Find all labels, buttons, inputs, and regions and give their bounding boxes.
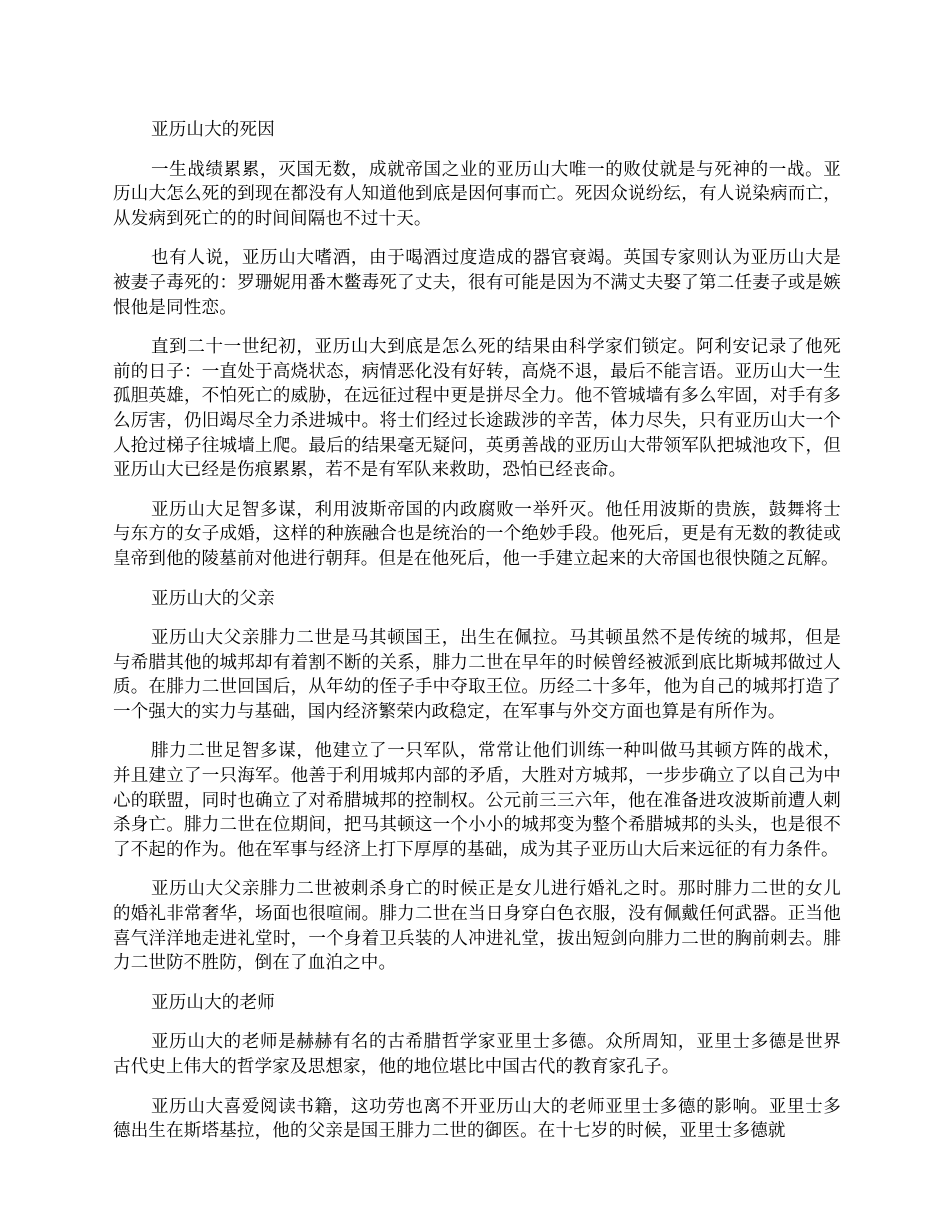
paragraph: 亚历山大足智多谋，利用波斯帝国的内政腐败一举歼灭。他任用波斯的贵族，鼓舞将士与东方的女子成婚，这样的种族融合也是统治的一个绝妙手段。他死后，更是有无数的教徒或皇帝到他的陵墓前对他进行朝拜。但是在他死后，他一手建立起来的大帝国也很快随之瓦解。 — [113, 499, 841, 569]
paragraph: 一生战绩累累，灭国无数，成就帝国之业的亚历山大唯一的败仗就是与死神的一战。亚历山大怎么死的到现在都没有人知道他到底是因何事而亡。死因众说纷纭，有人说染病而亡，从发病到死亡的的时间间隔也不过十天。 — [113, 159, 841, 229]
paragraph: 亚历山大父亲腓力二世是马其顿国王，出生在佩拉。马其顿虽然不是传统的城邦，但是与希腊其他的城邦却有着割不断的关系，腓力二世在早年的时候曾经被派到底比斯城邦做过人质。在腓力二世回国后，从年幼的侄子手中夺取王位。历经二十多年，他为自己的城邦打造了一个强大的实力与基础，国内经济繁荣内政稳定，在军事与外交方面也算是有所作为。 — [113, 628, 841, 722]
paragraph: 也有人说，亚历山大嗜酒，由于喝酒过度造成的器官衰竭。英国专家则认为亚历山大是被妻子毒死的：罗珊妮用番木鳖毒死了丈夫，很有可能是因为不满丈夫娶了第二任妻子或是嫉恨他是同性恋。 — [113, 248, 841, 318]
section-heading-father: 亚历山大的父亲 — [151, 588, 275, 609]
section-heading-death: 亚历山大的死因 — [151, 120, 275, 140]
document-body — [113, 118, 841, 1159]
paragraph: 腓力二世足智多谋，他建立了一只军队，常常让他们训练一种叫做马其顿方阵的战术，并且建立了一只海军。他善于利用城邦内部的矛盾，大胜对方城邦，一步步确立了以自己为中心的联盟，同时也确立了对希腊城邦的控制权。公元前三三六年，他在准备进攻波斯前遭人刺杀身亡。腓力二世在位期间，把马其顿这一个小小的城邦变为整个希腊城邦的头头，也是很不了不起的作为。他在军事与经济上打下厚厚的基础，成为其子亚历山大后来远征的有力条件。 — [113, 741, 841, 860]
section-heading-teacher: 亚历山大的老师 — [151, 992, 275, 1013]
paragraph: 亚历山大的老师是赫赫有名的古希腊哲学家亚里士多德。众所周知，亚里士多德是世界古代史上伟大的哲学家及思想家，他的地位堪比中国古代的教育家孔子。 — [113, 1032, 841, 1077]
paragraph: 亚历山大喜爱阅读书籍，这功劳也离不开亚历山大的老师亚里士多德的影响。亚里士多德出生在斯塔基拉，他的父亲是国王腓力二世的御医。在十七岁的时候，亚里士多德就 — [113, 1096, 841, 1142]
paragraph: 直到二十一世纪初，亚历山大到底是怎么死的结果由科学家们锁定。阿利安记录了他死前的日子：一直处于高烧状态，病情恶化没有好转，高烧不退，最后不能言语。亚历山大一生孤胆英雄，不怕死亡的威胁，在远征过程中更是拼尽全力。他不管城墙有多么牢固，对手有多么厉害，仍旧竭尽全力杀进城中。将士们经过长途跋涉的辛苦，体力尽失，只有亚历山大一个人抢过梯子往城墙上爬。最后的结果毫无疑问，英勇善战的亚历山大带领军队把城池攻下，但亚历山大已经是伤痕累累，若不是有军队来救助，恐怕已经丧命。 — [113, 337, 841, 481]
paragraph: 亚历山大父亲腓力二世被刺杀身亡的时候正是女儿进行婚礼之时。那时腓力二世的女儿的婚礼非常奢华，场面也很喧闹。腓力二世在当日身穿白色衣服，没有佩戴任何武器。正当他喜气洋洋地走进礼堂时，一个身着卫兵装的人冲进礼堂，拔出短剑向腓力二世的胸前刺去。腓力二世防不胜防，倒在了血泊之中。 — [113, 879, 841, 974]
